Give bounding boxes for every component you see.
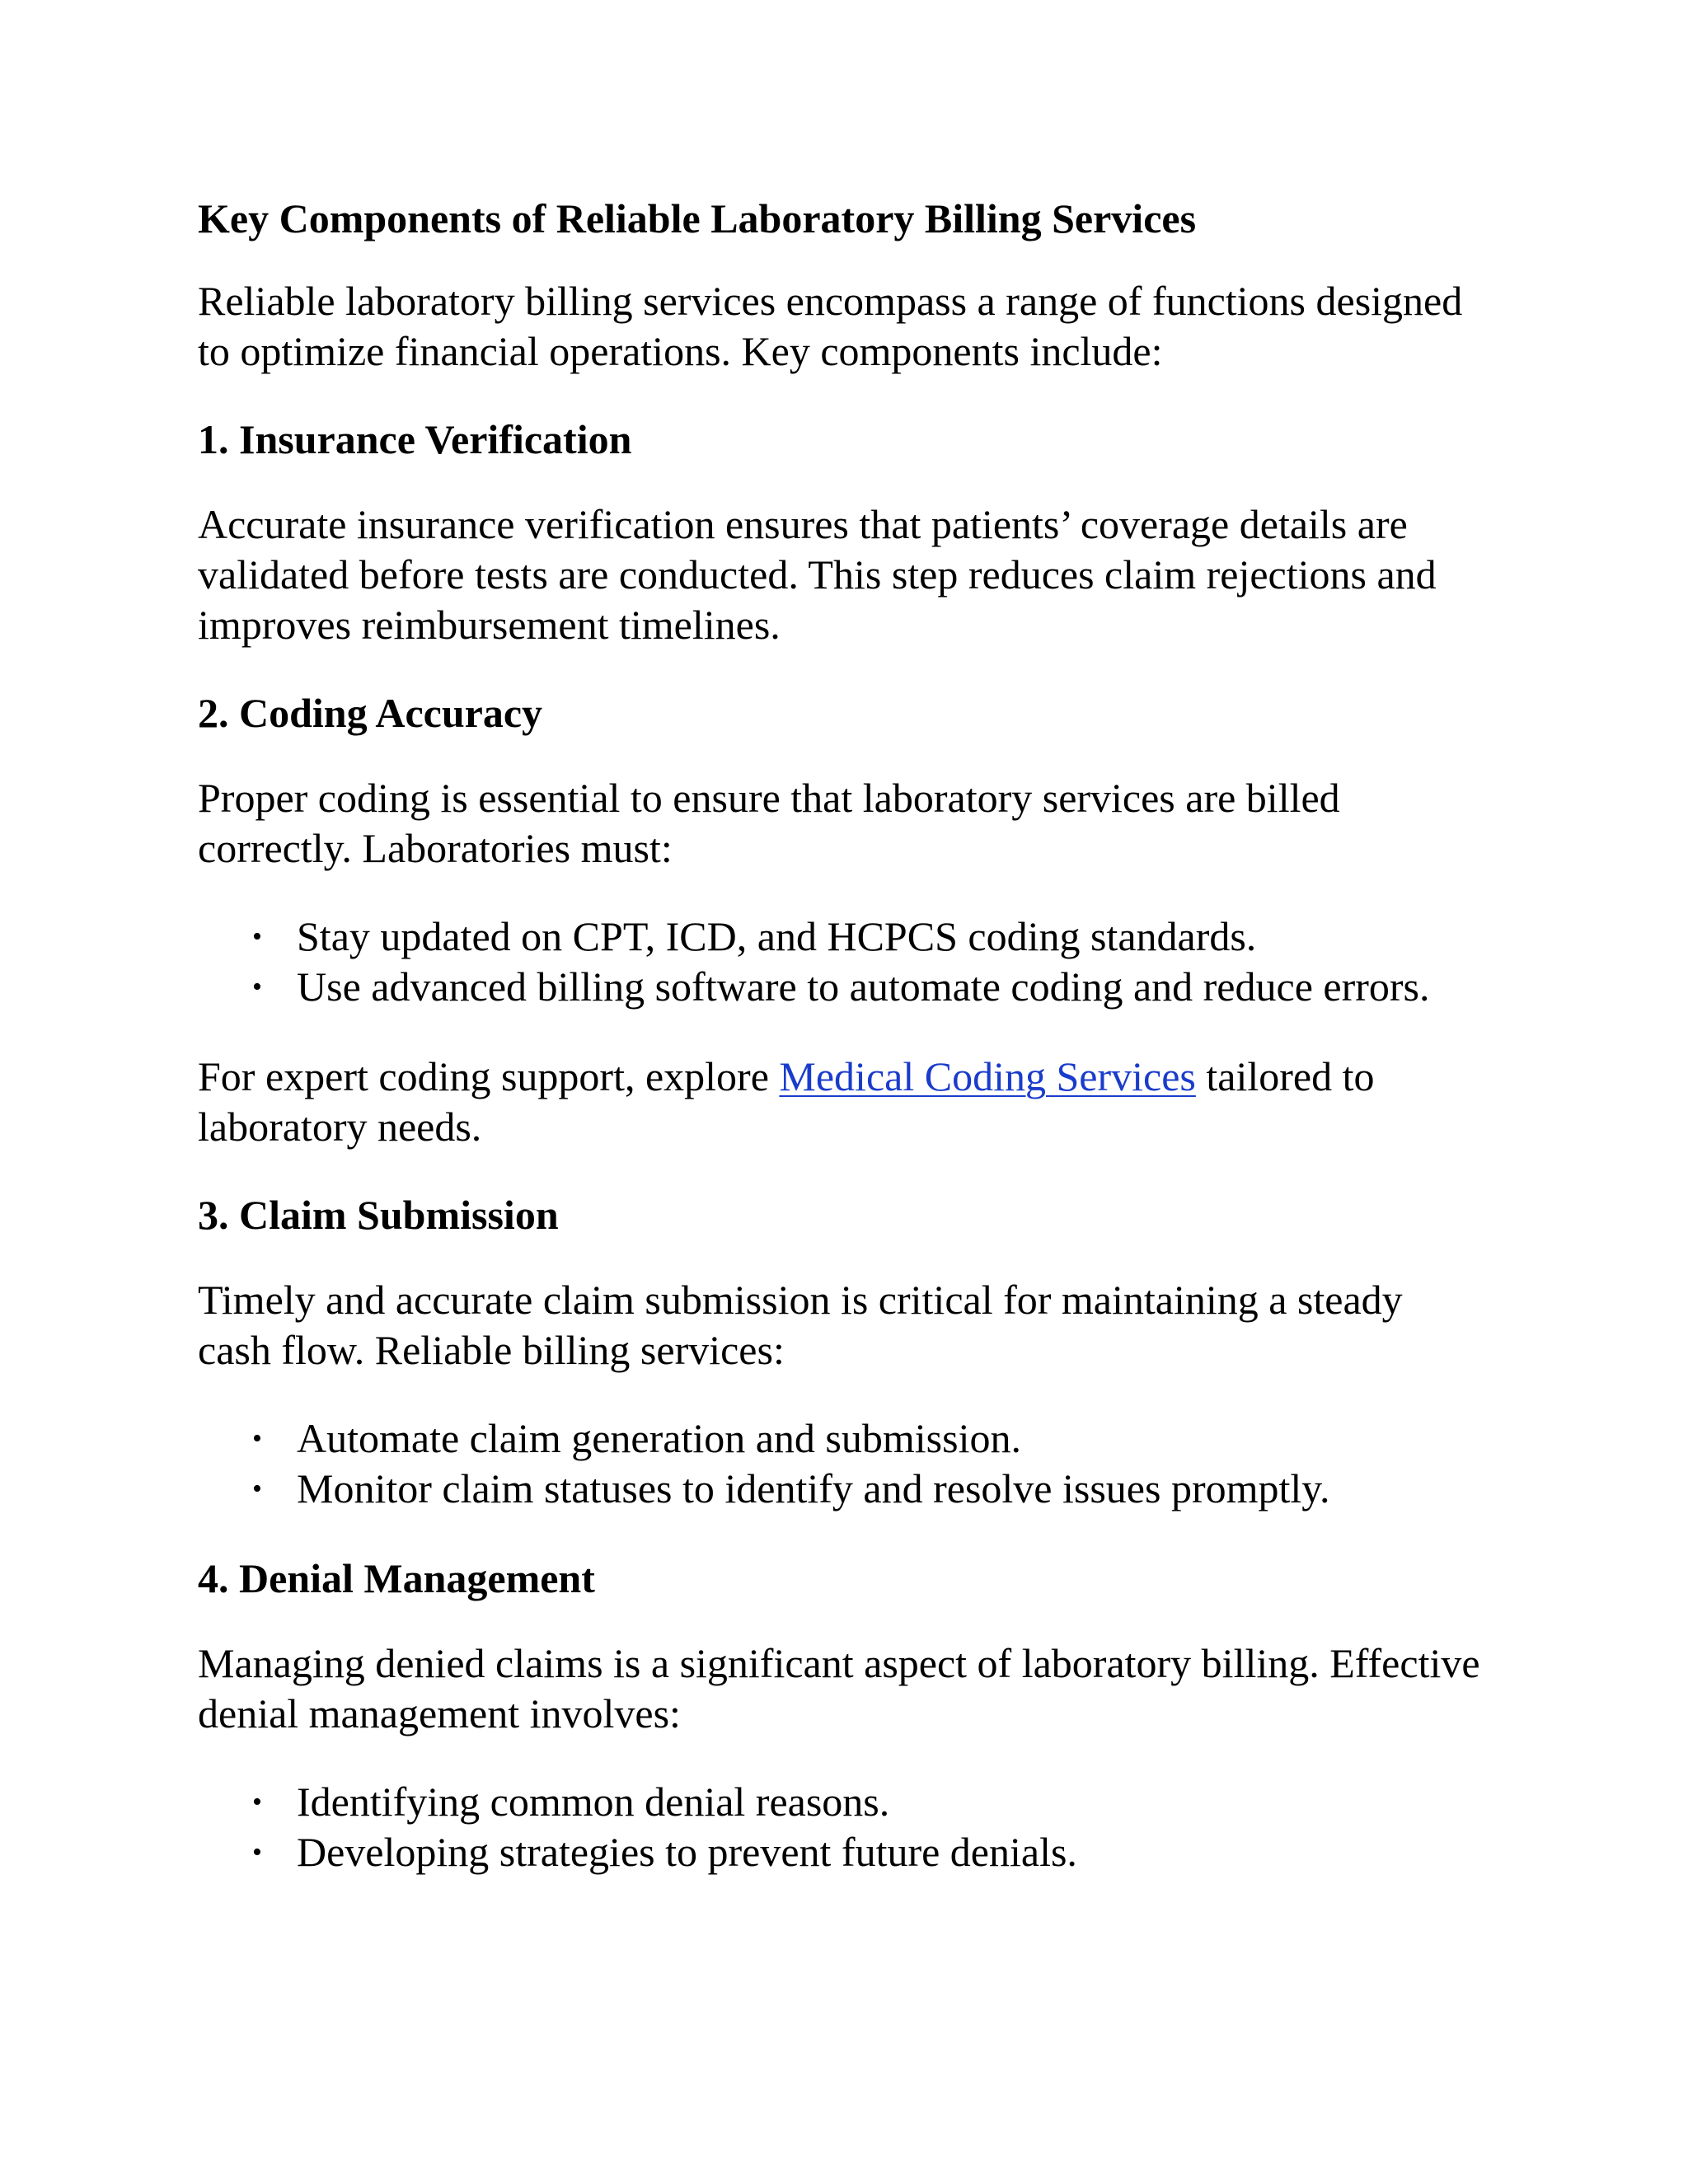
list-item-text: Monitor claim statuses to identify and resolve issues promptly.	[297, 1465, 1330, 1511]
list-item-text: Identifying common denial reasons.	[297, 1779, 890, 1825]
bullet-icon: •	[252, 1837, 262, 1868]
coding-accuracy-paragraph: Proper coding is essential to ensure that laboratory services are billed correctly. Laboratories must:	[198, 775, 1340, 871]
claim-submission-paragraph: Timely and accurate claim submission is critical for maintaining a steady cash flow. Reliable billing services:	[198, 1277, 1403, 1373]
intro-paragraph: Reliable laboratory billing services encompass a range of functions designed to optimize financial operations. Key components include:	[198, 278, 1463, 374]
coding-support-paragraph	[198, 1052, 1484, 1152]
medical-coding-services-link[interactable]: Medical Coding Services	[779, 1053, 1196, 1099]
list-item	[198, 962, 1484, 1012]
list-item-text: Stay updated on CPT, ICD, and HCPCS coding standards.	[297, 913, 1257, 959]
list-item	[198, 1413, 1484, 1464]
coding-accuracy-list	[198, 912, 1484, 1012]
bullet-icon: •	[252, 1787, 262, 1817]
list-item	[198, 1827, 1484, 1877]
bullet-icon: •	[252, 972, 262, 1002]
denial-management-list	[198, 1777, 1484, 1877]
insurance-verification-paragraph: Accurate insurance verification ensures that patients’ coverage details are validated before tests are conducted. This step reduces claim rejections and improves reimbursement timelines.	[198, 501, 1437, 648]
bullet-icon: •	[252, 1474, 262, 1504]
list-item-text: Automate claim generation and submission.	[297, 1415, 1021, 1461]
section-heading-coding-accuracy: 2. Coding Accuracy	[198, 690, 543, 736]
list-item	[198, 1777, 1484, 1827]
coding-support-text-before: For expert coding support, explore	[198, 1053, 780, 1099]
section-heading-claim-submission: 3. Claim Submission	[198, 1192, 559, 1238]
section-heading-denial-management: 4. Denial Management	[198, 1555, 595, 1601]
bullet-icon: •	[252, 921, 262, 952]
section-heading-insurance-verification: 1. Insurance Verification	[198, 416, 632, 462]
document-page	[198, 194, 1484, 1917]
claim-submission-list	[198, 1413, 1484, 1514]
denial-management-paragraph: Managing denied claims is a significant aspect of laboratory billing. Effective denial management involves:	[198, 1640, 1480, 1736]
bullet-icon: •	[252, 1423, 262, 1454]
list-item-text: Developing strategies to prevent future denials.	[297, 1829, 1077, 1875]
page-title: Key Components of Reliable Laboratory Billing Services	[198, 195, 1197, 241]
list-item	[198, 912, 1484, 962]
list-item-text: Use advanced billing software to automate coding and reduce errors.	[297, 963, 1430, 1010]
coding-support-text-after: tailored to laboratory needs.	[198, 1053, 1375, 1150]
list-item	[198, 1464, 1484, 1514]
